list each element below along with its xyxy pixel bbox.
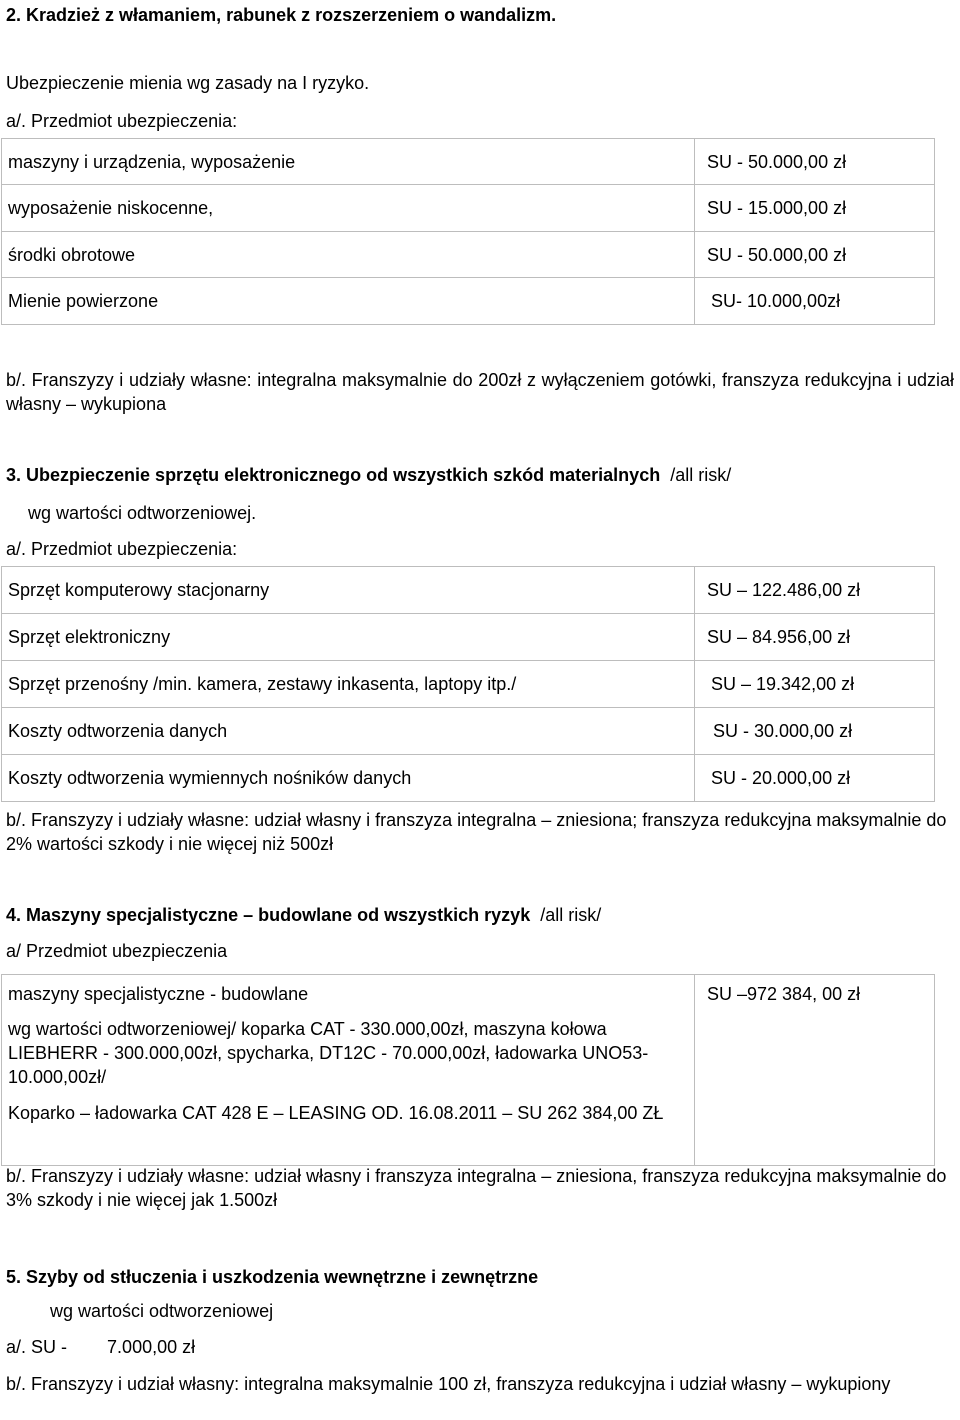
table-row	[2, 975, 935, 1166]
section-3-heading	[6, 464, 731, 486]
item-cell: Sprzęt komputerowy stacjonarny	[2, 567, 695, 614]
section-4-subject-label: a/ Przedmiot ubezpieczenia	[6, 941, 228, 961]
section-2-franchise: b/. Franszyzy i udziały własne: integralna maksymalnie do 200zł z wyłączeniem gotówki, franszyza redukcyjna i udział własny – wykupiona	[6, 370, 954, 414]
value-cell: SU – 122.486,00 zł	[695, 567, 935, 614]
section-5-franchise: b/. Franszyzy i udział własny: integralna maksymalnie 100 zł, franszyza redukcyjna i udział własny – wykupiony	[6, 1374, 891, 1394]
value-cell: SU – 19.342,00 zł	[695, 661, 935, 708]
section-3-subject-label: a/. Przedmiot ubezpieczenia:	[6, 539, 238, 559]
section-4-heading	[6, 904, 601, 926]
item-cell	[2, 975, 695, 1166]
section-3-franchise: b/. Franszyzy i udziały własne: udział własny i franszyza integralna – zniesiona; franszyza redukcyjna maksymalnie do 2% wartości szkody i nie więcej niż 500zł	[6, 810, 947, 854]
section-3-heading-bold: 3. Ubezpieczenie sprzętu elektronicznego od wszystkich szkód materialnych	[6, 465, 661, 485]
section-3-table	[1, 566, 935, 802]
item-machines: maszyny specjalistyczne - budowlane	[8, 984, 309, 1004]
value-cell: SU –972 384, 00 zł	[695, 975, 935, 1166]
value-cell: SU - 50.000,00 zł	[695, 139, 935, 185]
item-cell: wyposażenie niskocenne,	[2, 185, 695, 232]
item-cell: Sprzęt elektroniczny	[2, 614, 695, 661]
section-2-heading: 2. Kradzież z włamaniem, rabunek z rozszerzeniem o wandalizm.	[6, 5, 557, 25]
section-4-table	[1, 974, 935, 1166]
item-cell: środki obrotowe	[2, 232, 695, 278]
item-cell: Mienie powierzone	[2, 278, 695, 325]
item-machines-list: wg wartości odtworzeniowej/ koparka CAT - 330.000,00zł, maszyna kołowa LIEBHERR - 300.000,00zł, spycharka, DT12C - 70.000,00zł, ładowarka UNO53-10.000,00zł/	[8, 1019, 649, 1087]
section-4-heading-risk: /all risk/	[540, 905, 602, 925]
table-row	[2, 567, 935, 614]
section-2-basis: Ubezpieczenie mienia wg zasady na I ryzyko.	[6, 73, 370, 93]
table-row	[2, 614, 935, 661]
item-leasing: Koparko – ładowarka CAT 428 E – LEASING OD. 16.08.2011 – SU 262 384,00 ZŁ	[8, 1103, 664, 1123]
value-cell: SU - 15.000,00 zł	[695, 185, 935, 232]
value-cell: SU – 84.956,00 zł	[695, 614, 935, 661]
section-5-heading: 5. Szyby od stłuczenia i uszkodzenia wewnętrzne i zewnętrzne	[6, 1267, 539, 1287]
value-cell: SU - 20.000,00 zł	[695, 755, 935, 802]
value-cell: SU - 50.000,00 zł	[695, 232, 935, 278]
value-cell: SU- 10.000,00zł	[695, 278, 935, 325]
item-cell: Sprzęt przenośny /min. kamera, zestawy inkasenta, laptopy itp./	[2, 661, 695, 708]
table-row	[2, 755, 935, 802]
table-row	[2, 139, 935, 185]
section-5-basis: wg wartości odtworzeniowej	[50, 1301, 274, 1321]
section-2-subject-label: a/. Przedmiot ubezpieczenia:	[6, 111, 238, 131]
section-4-heading-bold: 4. Maszyny specjalistyczne – budowlane od wszystkich ryzyk	[6, 905, 531, 925]
table-row	[2, 661, 935, 708]
item-cell: maszyny i urządzenia, wyposażenie	[2, 139, 695, 185]
table-row	[2, 232, 935, 278]
table-row	[2, 278, 935, 325]
item-cell: Koszty odtworzenia danych	[2, 708, 695, 755]
table-row	[2, 185, 935, 232]
table-row	[2, 708, 935, 755]
section-4-franchise: b/. Franszyzy i udziały własne: udział własny i franszyza integralna – zniesiona, franszyza redukcyjna maksymalnie do 3% szkody i nie więcej jak 1.500zł	[6, 1166, 947, 1210]
section-5-su-label: a/. SU -	[6, 1337, 68, 1357]
section-5-su	[6, 1336, 195, 1358]
value-cell: SU - 30.000,00 zł	[695, 708, 935, 755]
item-cell: Koszty odtworzenia wymiennych nośników danych	[2, 755, 695, 802]
section-3-heading-risk: /all risk/	[670, 465, 732, 485]
section-5-su-value: 7.000,00 zł	[107, 1337, 196, 1357]
section-2-table	[1, 138, 935, 325]
section-3-basis: wg wartości odtworzeniowej.	[28, 503, 257, 523]
